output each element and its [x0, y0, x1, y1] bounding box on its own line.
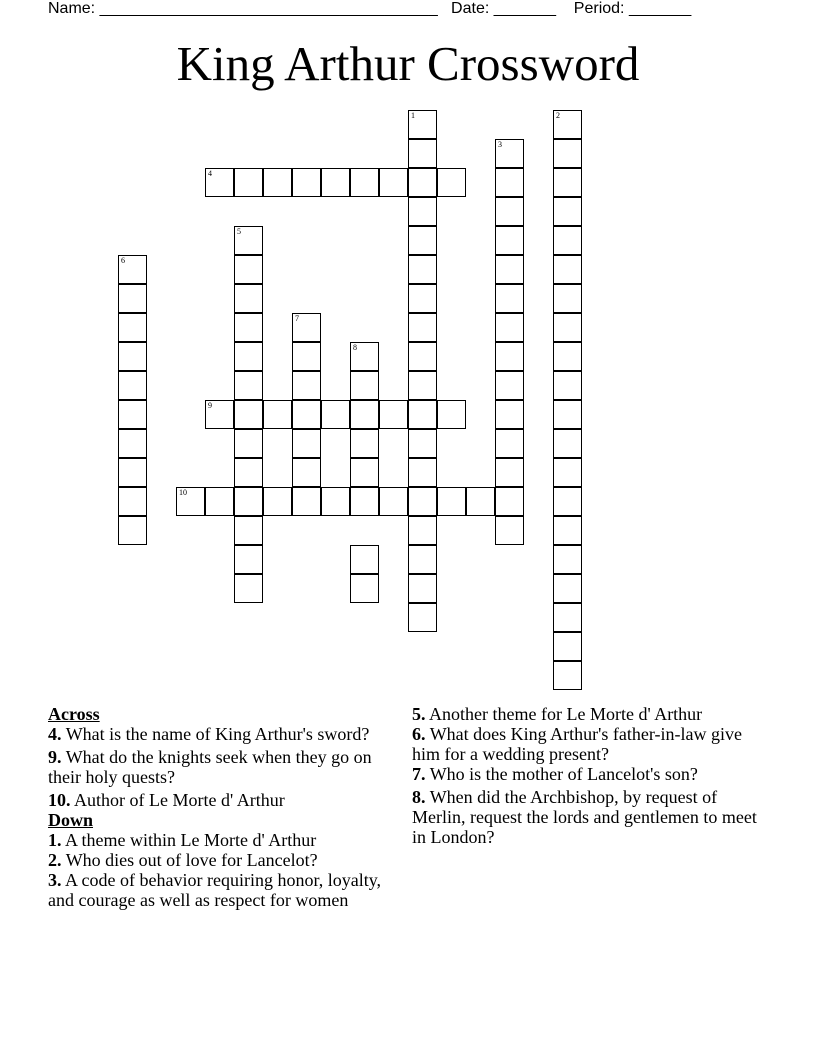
crossword-cell[interactable] [553, 400, 582, 429]
crossword-cell[interactable] [408, 168, 437, 197]
crossword-cell[interactable] [379, 487, 408, 516]
page-title: King Arthur Crossword [176, 36, 640, 91]
crossword-cell[interactable] [408, 255, 437, 284]
crossword-cell[interactable] [234, 400, 263, 429]
clue-text: Who dies out of love for Lancelot? [65, 850, 318, 870]
cell-number: 1 [411, 111, 415, 120]
crossword-cell[interactable] [234, 313, 263, 342]
crossword-cell[interactable] [350, 371, 379, 400]
crossword-cell[interactable] [408, 487, 437, 516]
crossword-cell[interactable] [292, 400, 321, 429]
crossword-cell[interactable] [292, 487, 321, 516]
crossword-cell[interactable] [553, 603, 582, 632]
crossword-cell[interactable] [321, 487, 350, 516]
clue-text: A code of behavior requiring honor, loyalty, and courage as well as respect for women [48, 870, 382, 910]
cell-number: 9 [208, 401, 212, 410]
crossword-cell[interactable] [553, 371, 582, 400]
cell-number: 4 [208, 169, 212, 178]
clue-down-6 [412, 724, 762, 764]
clue-text: What do the knights seek when they go on their holy quests? [48, 747, 372, 787]
crossword-cell[interactable] [437, 400, 466, 429]
crossword-cell[interactable] [553, 342, 582, 371]
crossword-cell[interactable] [234, 429, 263, 458]
clue-number: 8. [412, 787, 426, 807]
crossword-cell[interactable] [466, 487, 495, 516]
clue-down-1 [48, 830, 408, 850]
crossword-cell[interactable] [495, 226, 524, 255]
crossword-cell[interactable] [553, 110, 582, 139]
crossword-cell[interactable] [495, 487, 524, 516]
cell-number: 2 [556, 111, 560, 120]
crossword-cell[interactable] [350, 342, 379, 371]
crossword-cell[interactable] [118, 342, 147, 371]
crossword-cell[interactable] [118, 429, 147, 458]
crossword-cell[interactable] [263, 168, 292, 197]
student-info-line: Name: ______________________________________ Date: _______ Period: _______ [48, 0, 692, 17]
crossword-cell[interactable] [350, 574, 379, 603]
crossword-cell[interactable] [495, 516, 524, 545]
crossword-cell[interactable] [408, 516, 437, 545]
crossword-cell[interactable] [118, 458, 147, 487]
crossword-cell[interactable] [553, 255, 582, 284]
crossword-cell[interactable] [495, 313, 524, 342]
crossword-cell[interactable] [553, 516, 582, 545]
crossword-cell[interactable] [408, 458, 437, 487]
clue-down-8 [412, 787, 762, 847]
crossword-cell[interactable] [553, 632, 582, 661]
crossword-cell[interactable] [553, 429, 582, 458]
crossword-cell[interactable] [263, 400, 292, 429]
crossword-cell[interactable] [234, 545, 263, 574]
crossword-cell[interactable] [234, 168, 263, 197]
crossword-cell[interactable] [234, 255, 263, 284]
crossword-cell[interactable] [437, 168, 466, 197]
crossword-cell[interactable] [495, 197, 524, 226]
crossword-cell[interactable] [553, 139, 582, 168]
crossword-cell[interactable] [321, 400, 350, 429]
crossword-cell[interactable] [553, 574, 582, 603]
cell-number: 5 [237, 227, 241, 236]
clue-text: What is the name of King Arthur's sword? [65, 724, 370, 744]
crossword-cell[interactable] [553, 313, 582, 342]
clue-down-2 [48, 850, 408, 870]
cell-number: 8 [353, 343, 357, 352]
crossword-cell[interactable] [234, 516, 263, 545]
clue-text: Another theme for Le Morte d' Arthur [429, 704, 703, 724]
crossword-cell[interactable] [495, 342, 524, 371]
crossword-cell[interactable] [350, 545, 379, 574]
cell-number: 7 [295, 314, 299, 323]
crossword-cell[interactable] [553, 284, 582, 313]
crossword-cell[interactable] [292, 458, 321, 487]
crossword-cell[interactable] [408, 342, 437, 371]
crossword-cell[interactable] [350, 458, 379, 487]
crossword-cell[interactable] [553, 168, 582, 197]
crossword-cell[interactable] [553, 458, 582, 487]
clue-across-9 [48, 747, 408, 787]
crossword-cell[interactable] [408, 313, 437, 342]
down-heading: Down [48, 810, 94, 830]
clue-text: When did the Archbishop, by request of Merlin, request the lords and gentlemen to meet in London? [412, 787, 757, 847]
crossword-cell[interactable] [495, 168, 524, 197]
crossword-cell[interactable] [234, 458, 263, 487]
clue-across-10 [48, 790, 408, 810]
crossword-cell[interactable] [408, 574, 437, 603]
clue-number: 9. [48, 747, 62, 767]
crossword-cell[interactable] [292, 168, 321, 197]
crossword-cell[interactable] [118, 400, 147, 429]
crossword-cell[interactable] [553, 545, 582, 574]
crossword-cell[interactable] [495, 400, 524, 429]
crossword-cell[interactable] [205, 487, 234, 516]
crossword-cell[interactable] [408, 603, 437, 632]
crossword-cell[interactable] [118, 371, 147, 400]
clues-left-column [48, 704, 408, 913]
crossword-cell[interactable] [176, 487, 205, 516]
crossword-cell[interactable] [379, 168, 408, 197]
crossword-cell[interactable] [408, 429, 437, 458]
crossword-cell[interactable] [495, 458, 524, 487]
cell-number: 3 [498, 140, 502, 149]
crossword-cell[interactable] [408, 545, 437, 574]
crossword-cell[interactable] [495, 371, 524, 400]
crossword-cell[interactable] [118, 255, 147, 284]
crossword-cell[interactable] [350, 400, 379, 429]
crossword-cell[interactable] [321, 168, 350, 197]
crossword-cell[interactable] [234, 284, 263, 313]
crossword-cell[interactable] [118, 487, 147, 516]
crossword-cell[interactable] [234, 487, 263, 516]
clue-number: 6. [412, 724, 426, 744]
crossword-cell[interactable] [292, 429, 321, 458]
clue-number: 4. [48, 724, 62, 744]
crossword-cell[interactable] [495, 139, 524, 168]
crossword-cell[interactable] [118, 516, 147, 545]
crossword-cell[interactable] [350, 487, 379, 516]
clue-text: A theme within Le Morte d' Arthur [65, 830, 317, 850]
crossword-cell[interactable] [379, 400, 408, 429]
clue-number: 7. [412, 764, 426, 784]
crossword-cell[interactable] [408, 139, 437, 168]
crossword-cell[interactable] [553, 487, 582, 516]
crossword-cell[interactable] [495, 284, 524, 313]
across-heading: Across [48, 704, 100, 724]
clue-down-5 [412, 704, 762, 724]
cell-number: 6 [121, 256, 125, 265]
clue-down-3 [48, 870, 408, 910]
clue-text: Who is the mother of Lancelot's son? [429, 764, 698, 784]
crossword-cell[interactable] [205, 400, 234, 429]
crossword-cell[interactable] [437, 487, 466, 516]
crossword-cell[interactable] [495, 429, 524, 458]
clue-number: 1. [48, 830, 62, 850]
crossword-cell[interactable] [408, 371, 437, 400]
crossword-cell[interactable] [553, 226, 582, 255]
crossword-cell[interactable] [118, 313, 147, 342]
crossword-cell[interactable] [234, 574, 263, 603]
crossword-cell[interactable] [408, 226, 437, 255]
crossword-cell[interactable] [234, 226, 263, 255]
crossword-cell[interactable] [350, 429, 379, 458]
clue-number: 10. [48, 790, 71, 810]
clue-across-4 [48, 724, 408, 744]
crossword-cell[interactable] [234, 371, 263, 400]
crossword-cell[interactable] [263, 487, 292, 516]
clues-right-column [412, 704, 762, 850]
crossword-cell[interactable] [495, 255, 524, 284]
crossword-cell[interactable] [205, 168, 234, 197]
crossword-cell[interactable] [292, 313, 321, 342]
clue-text: Author of Le Morte d' Arthur [74, 790, 285, 810]
clue-number: 2. [48, 850, 62, 870]
crossword-cell[interactable] [292, 342, 321, 371]
crossword-cell[interactable] [408, 400, 437, 429]
crossword-cell[interactable] [553, 661, 582, 690]
clue-number: 5. [412, 704, 426, 724]
crossword-cell[interactable] [553, 197, 582, 226]
crossword-cell[interactable] [408, 110, 437, 139]
crossword-cell[interactable] [234, 342, 263, 371]
crossword-cell[interactable] [408, 197, 437, 226]
clue-down-7 [412, 764, 762, 784]
crossword-cell[interactable] [292, 371, 321, 400]
crossword-cell[interactable] [408, 284, 437, 313]
clue-number: 3. [48, 870, 62, 890]
crossword-cell[interactable] [118, 284, 147, 313]
clue-text: What does King Arthur's father-in-law give him for a wedding present? [412, 724, 742, 764]
crossword-cell[interactable] [350, 168, 379, 197]
cell-number: 10 [179, 488, 187, 497]
